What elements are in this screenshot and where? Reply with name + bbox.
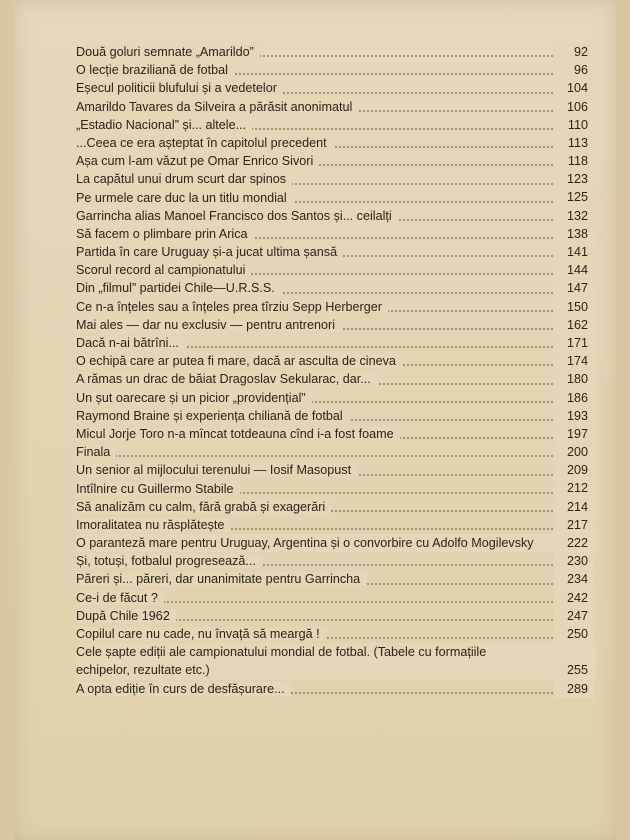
toc-entry-page-number: 106 <box>554 98 594 116</box>
toc-entry-page-number: 174 <box>554 352 594 370</box>
toc-entry-title: A rămas un drac de băiat Dragoslav Sekularac, dar... <box>76 372 377 386</box>
toc-entry-page-number: 234 <box>554 570 594 588</box>
toc-entry-page-number: 250 <box>554 625 594 643</box>
toc-entry-title: Eșecul politicii blufului și a vedetelor <box>76 81 283 95</box>
toc-entry-page-number: 110 <box>554 116 594 134</box>
toc-entry <box>76 170 596 188</box>
toc-entry-title: Imoralitatea nu răsplătește <box>76 518 230 532</box>
toc-entry-title: Pe urmele care duc la un titlu mondial <box>76 191 293 205</box>
toc-entry-title: Și, totuși, fotbalul progresează... <box>76 554 262 568</box>
toc-entry-title: O lecție braziliană de fotbal <box>76 63 234 77</box>
toc-entry-title: Micul Jorje Toro n-a mîncat totdeauna cînd i-a fost foame <box>76 427 400 441</box>
toc-entry <box>76 43 596 61</box>
toc-entry-title: Dacă n-ai bătrîni... <box>76 336 185 350</box>
toc-entry-title: Copilul care nu cade, nu învață să meargă ! <box>76 627 326 641</box>
toc-entry-title: Mai ales — dar nu exclusiv — pentru antrenori <box>76 318 341 332</box>
toc-entry <box>76 443 596 461</box>
toc-entry-title: Finala <box>76 445 116 459</box>
toc-entry <box>76 98 596 116</box>
toc-entry <box>76 534 596 552</box>
toc-entry-title: Așa cum l-am văzut pe Omar Enrico Sivori <box>76 154 319 168</box>
toc-entry <box>76 570 596 588</box>
toc-entry-page-number: 147 <box>554 279 594 297</box>
toc-entry-title: O paranteză mare pentru Uruguay, Argentina și o convorbire cu Adolfo Mogilevsky <box>76 534 596 552</box>
toc-entry <box>76 498 596 516</box>
toc-entry-page-number: 209 <box>554 461 594 479</box>
toc-entry <box>76 516 596 534</box>
toc-entry <box>76 607 596 625</box>
toc-entry-page-number: 212 <box>554 479 594 497</box>
toc-entry-page-number: 104 <box>554 79 594 97</box>
toc-entry <box>76 625 596 643</box>
toc-entry <box>76 207 596 225</box>
toc-entry-page-number: 162 <box>554 316 594 334</box>
toc-entry-title: ...Ceea ce era așteptat în capitolul precedent <box>76 136 333 150</box>
toc-entry-title: Să facem o plimbare prin Arica <box>76 227 254 241</box>
toc-entry <box>76 152 596 170</box>
toc-entry-page-number: 141 <box>554 243 594 261</box>
toc-entry <box>76 298 596 316</box>
toc-entry-page-number: 230 <box>554 552 594 570</box>
toc-entry-page-number: 180 <box>554 370 594 388</box>
toc-entry <box>76 370 596 388</box>
toc-entry-page-number: 197 <box>554 425 594 443</box>
toc-entry-title: Ce n-a înțeles sau a înțeles prea tîrziu Sepp Herberger <box>76 300 388 314</box>
toc-entry <box>76 279 596 297</box>
toc-entry <box>76 589 596 607</box>
toc-entry-title: Scorul record al campionatului <box>76 263 251 277</box>
toc-entry-page-number: 217 <box>554 516 594 534</box>
toc-entry <box>76 261 596 279</box>
toc-entry-page-number: 186 <box>554 389 594 407</box>
toc-entry <box>76 79 596 97</box>
toc-entry-page-number: 123 <box>554 170 594 188</box>
toc-entry-page-number: 125 <box>554 188 594 206</box>
toc-entry-page-number: 92 <box>554 43 594 61</box>
toc-entry <box>76 189 596 207</box>
toc-entry-title: Ce-i de făcut ? <box>76 591 164 605</box>
table-of-contents <box>76 43 596 698</box>
toc-entry <box>76 680 596 698</box>
toc-entry <box>76 480 596 498</box>
toc-entry <box>76 425 596 443</box>
toc-entry-title: Cele șapte ediții ale campionatului mondial de fotbal. (Tabele cu formațiile echipelor, rezultate etc.) <box>76 643 596 679</box>
toc-entry-page-number: 214 <box>554 498 594 516</box>
book-page <box>14 0 616 840</box>
toc-entry <box>76 316 596 334</box>
toc-entry-page-number: 200 <box>554 443 594 461</box>
toc-entry-page-number: 289 <box>554 680 594 698</box>
toc-entry-page-number: 247 <box>554 607 594 625</box>
toc-entry-title: Amarildo Tavares da Silveira a părăsit anonimatul <box>76 100 358 114</box>
toc-entry-title: A opta ediție în curs de desfășurare... <box>76 682 291 696</box>
toc-entry-page-number: 144 <box>554 261 594 279</box>
toc-entry-title: Raymond Braine și experiența chiliană de fotbal <box>76 409 349 423</box>
toc-entry-title: Un senior al mijlocului terenului — Iosif Masopust <box>76 463 357 477</box>
toc-entry <box>76 116 596 134</box>
toc-entry-title: Din „filmul” partidei Chile—U.R.S.S. <box>76 281 281 295</box>
toc-entry-title: Păreri și... păreri, dar unanimitate pentru Garrincha <box>76 572 366 586</box>
toc-entry-title: Intîlnire cu Guillermo Stabile <box>76 482 240 496</box>
toc-entry-title: La capătul unui drum scurt dar spinos <box>76 172 292 186</box>
toc-entry <box>76 61 596 79</box>
toc-entry <box>76 334 596 352</box>
toc-entry-title: După Chile 1962 <box>76 609 176 623</box>
toc-entry-page-number: 242 <box>554 589 594 607</box>
toc-entry-page-number: 138 <box>554 225 594 243</box>
leader-dots <box>76 455 556 457</box>
toc-entry-page-number: 150 <box>554 298 594 316</box>
toc-entry-page-number: 118 <box>554 152 594 170</box>
toc-entry-page-number: 222 <box>554 534 594 552</box>
toc-entry-title: O echipă care ar putea fi mare, dacă ar asculta de cineva <box>76 354 402 368</box>
toc-entry-page-number: 113 <box>554 134 594 152</box>
toc-entry-page-number: 132 <box>554 207 594 225</box>
toc-entry-page-number: 96 <box>554 61 594 79</box>
toc-entry <box>76 552 596 570</box>
toc-entry <box>76 243 596 261</box>
toc-entry <box>76 352 596 370</box>
toc-entry <box>76 389 596 407</box>
toc-entry-title: Partida în care Uruguay și-a jucat ultima șansă <box>76 245 343 259</box>
toc-entry-title: Să analizăm cu calm, fără grabă și exagerări <box>76 500 331 514</box>
toc-entry-title: Un șut oarecare și un picior „providențial” <box>76 391 312 405</box>
toc-entry-page-number: 193 <box>554 407 594 425</box>
toc-entry <box>76 134 596 152</box>
toc-entry-page-number: 171 <box>554 334 594 352</box>
toc-entry <box>76 461 596 479</box>
toc-entry <box>76 407 596 425</box>
toc-entry <box>76 643 596 679</box>
toc-entry-title: Două goluri semnate „Amarildo” <box>76 45 260 59</box>
toc-entry <box>76 225 596 243</box>
toc-entry-title: Garrincha alias Manoel Francisco dos Santos și... ceilalți <box>76 209 398 223</box>
toc-entry-title: „Estadio Nacional” și... altele... <box>76 118 252 132</box>
toc-entry-page-number: 255 <box>554 661 594 679</box>
